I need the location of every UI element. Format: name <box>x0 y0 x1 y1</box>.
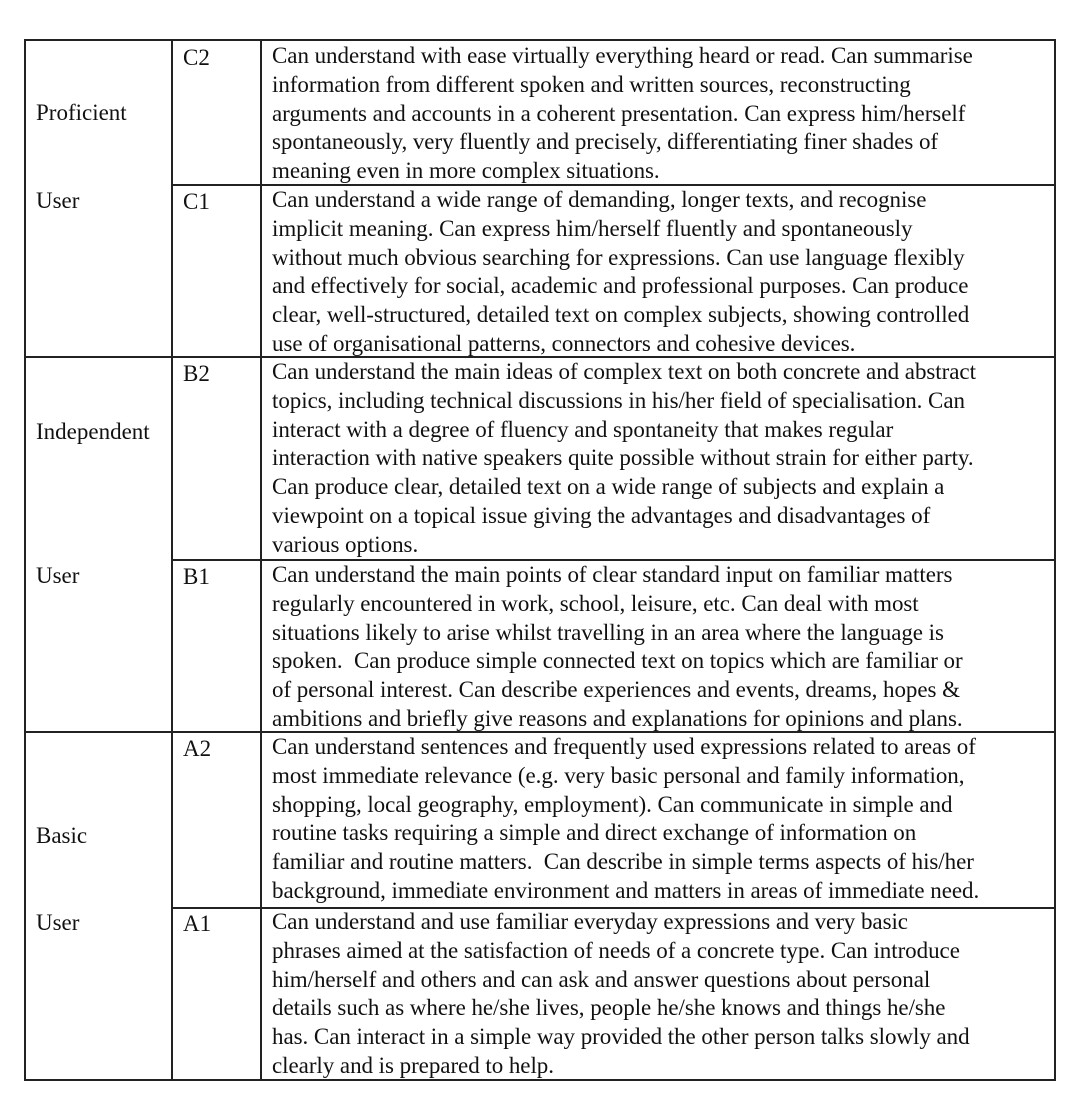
level-descriptor-a2: Can understand sentences and frequently used expressions related to areas of most immediate relevance (e.g. very basic personal and family information, shopping, local geography, employment). Can communicate in simple and routine tasks requiring a simple and direct exchange of information on familiar and routine matters. Can describe in simple terms aspects of his/her background, immediate environment and matters in areas of immediate need. <box>272 734 980 903</box>
level-descriptor-a1: Can understand and use familiar everyday expressions and very basic phrases aimed at the satisfaction of needs of a concrete type. Can introduce him/herself and others and can ask and answer questions about personal details such as where he/she lives, people he/she knows and things he/she has. Can interact in a simple way provided the other person talks slowly and clearly and is prepared to help. <box>272 909 970 1078</box>
level-code-a2: A2 <box>183 736 212 761</box>
level-code-b2: B2 <box>183 361 210 386</box>
group-label-basic: Basic <box>36 823 88 848</box>
level-descriptor-b2: Can understand the main ideas of complex text on both concrete and abstract topics, including technical discussions in his/her field of specialisation. Can interact with a degree of fluency and spontaneity that makes regular interaction with native speakers quite possible without strain for either party. Can produce clear, detailed text on a wide range of subjects and explain a viewpoint on a topical issue giving the advantages and disadvantages of various options. <box>272 359 976 557</box>
level-code-c1: C1 <box>183 189 210 214</box>
group-label-proficient: Proficient <box>36 100 127 125</box>
group-label-independent-user: User <box>36 563 80 588</box>
group-label-basic-user: User <box>36 910 80 935</box>
group-label-independent: Independent <box>36 419 150 444</box>
level-code-a1: A1 <box>183 911 212 936</box>
level-descriptor-c1: Can understand a wide range of demanding, longer texts, and recognise implicit meaning. Can express him/herself fluently and spontaneously without much obvious searching for expressions. Can use language flexibly and effectively for social, academic and professional purposes. Can produce clear, well-structured, detailed text on complex subjects, showing controlled use of organisational patterns, connectors and cohesive devices. <box>272 187 970 356</box>
level-descriptor-c2: Can understand with ease virtually everything heard or read. Can summarise information from different spoken and written sources, reconstructing arguments and accounts in a coherent presentation. Can express him/herself spontaneously, very fluently and precisely, differentiating finer shades of meaning even in more complex situations. <box>272 43 973 184</box>
level-code-c2: C2 <box>183 45 210 70</box>
level-code-b1: B1 <box>183 564 210 589</box>
level-descriptor-b1: Can understand the main points of clear standard input on familiar matters regularly encountered in work, school, leisure, etc. Can deal with most situations likely to arise whilst travelling in an area where the language is spoken. Can produce simple connected text on topics which are familiar or of personal interest. Can describe experiences and events, dreams, hopes & ambitions and briefly give reasons and explanations for opinions and plans. <box>272 562 963 731</box>
group-label-proficient-user: User <box>36 188 80 213</box>
cefr-levels-table <box>24 39 1056 1081</box>
